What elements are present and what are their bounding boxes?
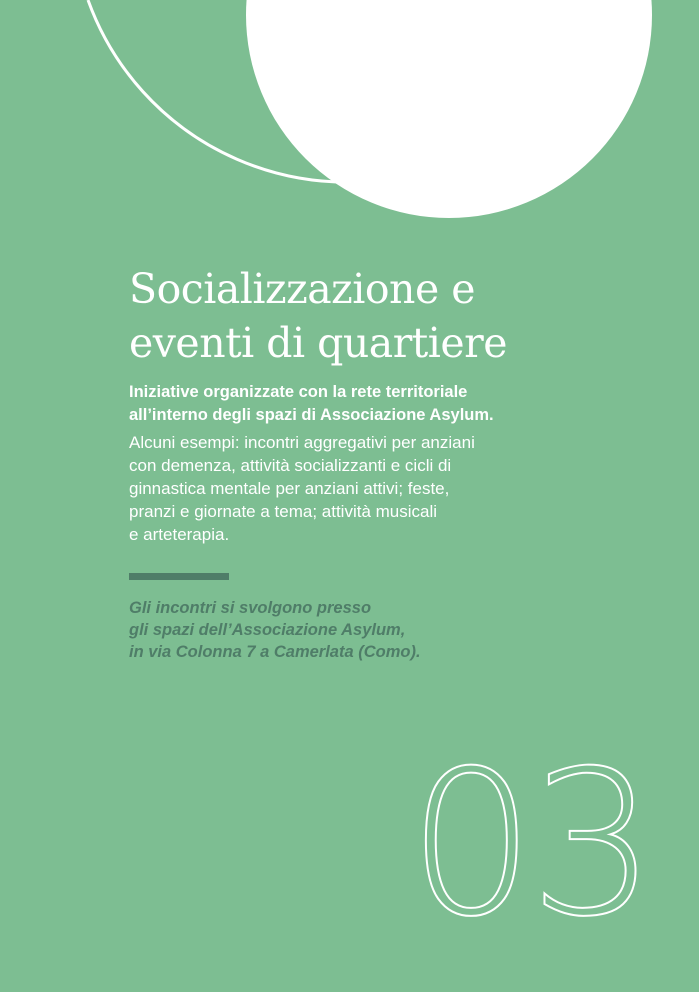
location-note bbox=[129, 597, 649, 663]
lead-line: Iniziative organizzate con la rete territoriale bbox=[129, 383, 468, 401]
page-number: 03 bbox=[408, 728, 651, 961]
title-line: eventi di quartiere bbox=[129, 319, 508, 367]
decorative-filled-circle bbox=[246, 0, 652, 218]
body-line: ginnastica mentale per anziani attivi; feste, bbox=[129, 479, 450, 498]
lead-line: all’interno degli spazi di Associazione Asylum. bbox=[129, 406, 494, 424]
body-line: Alcuni esempi: incontri aggregativi per anziani bbox=[129, 433, 475, 452]
title-line: Socializzazione e bbox=[129, 265, 476, 313]
location-line: gli spazi dell’Associazione Asylum, bbox=[129, 621, 406, 639]
location-line: Gli incontri si svolgono presso bbox=[129, 599, 372, 617]
body-paragraph bbox=[129, 431, 659, 546]
body-line: e arteterapia. bbox=[129, 525, 230, 544]
page-title bbox=[129, 262, 649, 370]
lead-paragraph bbox=[129, 381, 649, 427]
body-line: con demenza, attività socializzanti e cicli di bbox=[129, 456, 452, 475]
body-line: pranzi e giornate a tema; attività musicali bbox=[129, 502, 438, 521]
section-divider bbox=[129, 573, 229, 580]
location-line: in via Colonna 7 a Camerlata (Como). bbox=[129, 643, 421, 661]
